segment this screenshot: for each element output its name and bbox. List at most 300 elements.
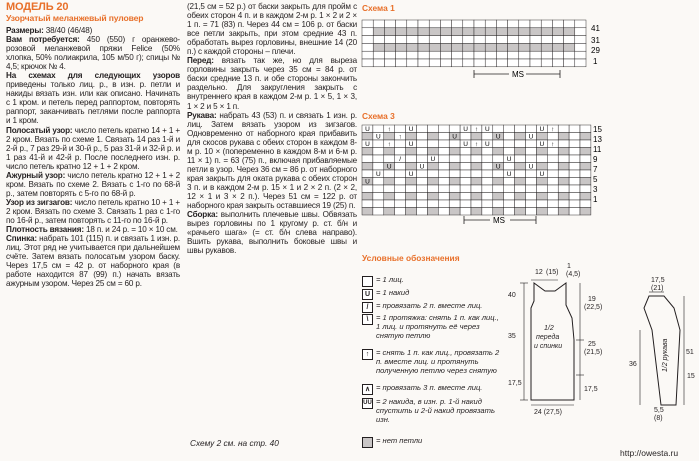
- chart-cell: [406, 200, 417, 208]
- chart-cell: [569, 148, 580, 156]
- chart-cell: [471, 185, 482, 193]
- chart-cell: [504, 148, 515, 156]
- chart-cell: [471, 133, 482, 141]
- chart-cell: [493, 193, 504, 201]
- chart-cell: [449, 148, 460, 156]
- chart-cell: [471, 178, 482, 186]
- striped-pattern-paragraph: Полосатый узор: число петель кратно 14 + 1 + 2 кром. Вязать по схеме 1. Связать 14 раз 1-й и 2-й р., 7 раз 29-й и 30-й р., 5 раз 31-й и 32-й р. и 1 раз 41-й и 42-й р. После последнего изн. р. число петель кратно 12 + 1 + 2 кром.: [6, 125, 180, 171]
- chart-cell: [396, 59, 407, 67]
- chart-cell: [547, 163, 558, 171]
- chart-cell: [463, 20, 474, 28]
- chart-cell: [438, 133, 449, 141]
- chart-cell: [569, 140, 580, 148]
- chart-cell: [526, 185, 537, 193]
- chart-cell: [536, 148, 547, 156]
- chart-cell: [362, 59, 373, 67]
- sleeve-bottom-width: 5,5: [654, 407, 664, 414]
- chart-cell: [493, 178, 504, 186]
- chart-cell: [519, 43, 530, 51]
- chart-cell: [396, 20, 407, 28]
- chart-cell: [496, 59, 507, 67]
- body-schematic: [531, 283, 574, 400]
- chart-cell: [427, 170, 438, 178]
- chart-cell: [496, 20, 507, 28]
- chart-cell: [515, 148, 526, 156]
- chart-cell: [547, 200, 558, 208]
- chart-cell: [407, 43, 418, 51]
- chart-symbol: U: [386, 163, 392, 171]
- chart-cell: [569, 133, 580, 141]
- chart-symbol: U: [539, 140, 545, 148]
- chart-cell: [547, 178, 558, 186]
- chart-cell: [471, 148, 482, 156]
- chart-cell: [440, 43, 451, 51]
- scheme-1-row-label: 29: [591, 46, 600, 55]
- chart-cell: [580, 170, 591, 178]
- body-top-width: 12: [535, 269, 543, 276]
- chart-cell: [552, 43, 563, 51]
- chart-cell: [526, 148, 537, 156]
- chart-symbol: U: [375, 133, 381, 141]
- body-lace-height-alt: (21,5): [584, 349, 603, 356]
- body-label-half: 1/2: [544, 325, 554, 332]
- chart-cell: [460, 178, 471, 186]
- chart-cell: [580, 200, 591, 208]
- chart-cell: [569, 193, 580, 201]
- chart-cell: [515, 178, 526, 186]
- chart-symbol: U: [506, 170, 512, 178]
- chart-symbol: U: [452, 133, 458, 141]
- chart-cell: [536, 178, 547, 186]
- chart-cell: [504, 200, 515, 208]
- chart-cell: [427, 200, 438, 208]
- chart-cell: [515, 163, 526, 171]
- chart-cell: [460, 193, 471, 201]
- chart-symbol: U: [408, 125, 414, 133]
- chart-cell: [384, 148, 395, 156]
- chart-cell: [526, 200, 537, 208]
- chart-cell: [362, 155, 373, 163]
- chart-cell: [504, 133, 515, 141]
- chart-cell: [438, 185, 449, 193]
- chart-cell: [449, 200, 460, 208]
- chart-cell: [427, 133, 438, 141]
- chart-cell: [569, 170, 580, 178]
- chart-cell: [508, 51, 519, 59]
- chart-cell: [438, 148, 449, 156]
- chart-cell: [575, 28, 586, 36]
- chart-cell: [504, 193, 515, 201]
- chart-cell: [384, 208, 395, 216]
- scheme-3-grid: [362, 125, 602, 215]
- chart-cell: [384, 185, 395, 193]
- chart-cell: [438, 178, 449, 186]
- sizes-paragraph: Размеры: 38/40 (46/48): [6, 26, 93, 35]
- chart-cell: [485, 59, 496, 67]
- chart-cell: [474, 28, 485, 36]
- chart-cell: [580, 148, 591, 156]
- chart-cell: [452, 28, 463, 36]
- sleeve-length-to-cap: 36: [629, 361, 637, 368]
- chart-cell: [564, 43, 575, 51]
- chart-cell: [362, 200, 373, 208]
- chart-cell: [558, 200, 569, 208]
- scheme-1-row-label: 31: [591, 36, 600, 45]
- chart-cell: [474, 51, 485, 59]
- chart-cell: [471, 193, 482, 201]
- chart-cell: [417, 148, 428, 156]
- sleeve-bottom-width-alt: (8): [654, 415, 663, 422]
- chart-cell: [547, 170, 558, 178]
- chart-cell: [418, 28, 429, 36]
- body-armhole-depth: 19: [588, 296, 596, 303]
- chart-cell: [530, 51, 541, 59]
- chart-cell: [438, 170, 449, 178]
- sleeve-label: 1/2 рукава: [662, 338, 669, 372]
- chart-cell: [460, 148, 471, 156]
- chart-symbol: U: [408, 140, 414, 148]
- scheme-1-ms-label: MS: [512, 70, 524, 79]
- chart-cell: [429, 28, 440, 36]
- chart-cell: [395, 140, 406, 148]
- chart-cell: [536, 185, 547, 193]
- body-top-width-alt: (15): [546, 269, 559, 276]
- chart-cell: [384, 20, 395, 28]
- chart-cell: [427, 163, 438, 171]
- chart-cell: [373, 163, 384, 171]
- body-basque-height-right: 17,5: [584, 386, 598, 393]
- chart-cell: [438, 155, 449, 163]
- chart-cell: [526, 125, 537, 133]
- front-paragraph: Перед: вязать так же, но для выреза горловины закрыть через 35 см = 84 р. от баски средние 13 п. и обе стороны закончить раздельно. Для закругления закрыть с внутреннего края в каждом 2-м р. 1 × 5, 1 × 3, 1 × 2 и 5 × 1 п.: [187, 56, 357, 111]
- chart-cell: [373, 28, 384, 36]
- chart-cell: [438, 163, 449, 171]
- chart-cell: [384, 133, 395, 141]
- chart-cell: [449, 155, 460, 163]
- chart-cell: [558, 193, 569, 201]
- chart-cell: [427, 148, 438, 156]
- chart-cell: [373, 178, 384, 186]
- chart-cell: [438, 200, 449, 208]
- body-length-to-neck: 35: [508, 333, 516, 340]
- chart-cell: [452, 20, 463, 28]
- chart-cell: [384, 170, 395, 178]
- scheme-2-reference: Схему 2 см. на стр. 40: [190, 438, 279, 448]
- chart-cell: [580, 178, 591, 186]
- chart-cell: [407, 51, 418, 59]
- chart-symbol: U: [408, 170, 414, 178]
- chart-symbol: U: [365, 125, 370, 133]
- chart-cell: [504, 163, 515, 171]
- chart-cell: [417, 125, 428, 133]
- chart-cell: [384, 28, 395, 36]
- chart-cell: [362, 28, 373, 36]
- chart-cell: [526, 170, 537, 178]
- chart-cell: [440, 36, 451, 44]
- chart-cell: [575, 51, 586, 59]
- chart-cell: [384, 59, 395, 67]
- chart-cell: [558, 140, 569, 148]
- scheme-1-row-label: 41: [591, 24, 600, 33]
- chart-cell: [558, 155, 569, 163]
- chart-cell: [452, 43, 463, 51]
- chart-cell: [427, 125, 438, 133]
- chart-cell: [482, 133, 493, 141]
- chart-cell: [395, 178, 406, 186]
- chart-cell: [463, 51, 474, 59]
- chart-cell: [547, 148, 558, 156]
- sleeve-top-alt: (21): [651, 285, 664, 292]
- chart-cell: [526, 155, 537, 163]
- chart-cell: [429, 36, 440, 44]
- chart-cell: [496, 36, 507, 44]
- chart-cell: [417, 200, 428, 208]
- chart-cell: [552, 36, 563, 44]
- chart-cell: [564, 59, 575, 67]
- chart-cell: [417, 208, 428, 216]
- chart-cell: [362, 185, 373, 193]
- chart-cell: [396, 36, 407, 44]
- chart-cell: [530, 36, 541, 44]
- chart-cell: [580, 133, 591, 141]
- chart-cell: [384, 178, 395, 186]
- chart-symbol: ↑: [387, 140, 391, 148]
- chart-cell: [427, 140, 438, 148]
- chart-cell: [482, 208, 493, 216]
- model-title: Узорчатый меланжевый пуловер: [6, 13, 144, 23]
- chart-cell: [482, 200, 493, 208]
- chart-cell: [395, 200, 406, 208]
- chart-cell: [471, 163, 482, 171]
- body-label-front: переда: [536, 334, 560, 341]
- chart-cell: [449, 193, 460, 201]
- chart-cell: [471, 208, 482, 216]
- sleeve-cuff-height: 15: [687, 373, 695, 380]
- chart-cell: [460, 163, 471, 171]
- chart-cell: [395, 125, 406, 133]
- chart-cell: [569, 200, 580, 208]
- chart-cell: [395, 170, 406, 178]
- scheme-3-row-label: 7: [593, 165, 598, 174]
- chart-cell: [482, 148, 493, 156]
- chart-symbol: U: [528, 163, 534, 171]
- chart-cell: [496, 51, 507, 59]
- chart-cell: [373, 59, 384, 67]
- chart-cell: [373, 148, 384, 156]
- chart-cell: [452, 51, 463, 59]
- chart-cell: [482, 193, 493, 201]
- chart-cell: [536, 133, 547, 141]
- chart-cell: [526, 178, 537, 186]
- chart-cell: [519, 51, 530, 59]
- chart-cell: [536, 155, 547, 163]
- chart-cell: [580, 163, 591, 171]
- chart-cell: [471, 170, 482, 178]
- chart-cell: [417, 193, 428, 201]
- chart-cell: [569, 125, 580, 133]
- chart-cell: [485, 28, 496, 36]
- chart-cell: [460, 155, 471, 163]
- body-total-length: 40: [508, 292, 516, 299]
- chart-cell: [530, 59, 541, 67]
- chart-cell: [474, 59, 485, 67]
- chart-cell: [373, 200, 384, 208]
- chart-cell: [530, 28, 541, 36]
- chart-cell: [463, 36, 474, 44]
- chart-cell: [429, 59, 440, 67]
- chart-cell: [558, 170, 569, 178]
- chart-cell: [504, 125, 515, 133]
- chart-cell: [536, 163, 547, 171]
- chart-cell: [396, 43, 407, 51]
- scheme-3-row-label: 15: [593, 125, 602, 134]
- chart-cell: [395, 185, 406, 193]
- chart-cell: [452, 59, 463, 67]
- chart-cell: [485, 20, 496, 28]
- chart-cell: [508, 59, 519, 67]
- scheme-3-title: Схема 3: [362, 111, 395, 121]
- chart-cell: [515, 170, 526, 178]
- chart-cell: [373, 43, 384, 51]
- chart-cell: [541, 43, 552, 51]
- chart-cell: [384, 200, 395, 208]
- chart-cell: [463, 28, 474, 36]
- chart-cell: [558, 148, 569, 156]
- chart-cell: [493, 140, 504, 148]
- chart-cell: [530, 20, 541, 28]
- chart-cell: [418, 20, 429, 28]
- chart-cell: [373, 20, 384, 28]
- chart-cell: [541, 28, 552, 36]
- chart-symbol: ↑: [398, 133, 402, 141]
- chart-cell: [526, 193, 537, 201]
- chart-symbol: U: [375, 170, 381, 178]
- chart-cell: [485, 36, 496, 44]
- chart-cell: [417, 170, 428, 178]
- watermark: http://owesta.ru: [620, 448, 679, 458]
- chart-cell: [552, 20, 563, 28]
- chart-cell: [569, 185, 580, 193]
- chart-cell: [504, 185, 515, 193]
- chart-cell: [373, 125, 384, 133]
- chart-cell: [449, 178, 460, 186]
- chart-cell: [438, 125, 449, 133]
- chart-cell: [558, 163, 569, 171]
- chart-cell: [406, 133, 417, 141]
- chart-symbol: U: [528, 133, 534, 141]
- body-neck-depth: 1: [567, 263, 571, 270]
- chart-symbol: U: [463, 140, 468, 148]
- chart-cell: [406, 185, 417, 193]
- chart-cell: [482, 185, 493, 193]
- chart-cell: [519, 59, 530, 67]
- chart-cell: [407, 36, 418, 44]
- chart-cell: [460, 133, 471, 141]
- chart-cell: [536, 200, 547, 208]
- chart-symbol: U: [506, 155, 512, 163]
- scheme-3-row-label: 5: [593, 175, 598, 184]
- chart-cell: [362, 133, 373, 141]
- scheme-3-row-label: 1: [593, 195, 598, 204]
- body-basque-height: 17,5: [508, 380, 522, 387]
- chart-cell: [547, 133, 558, 141]
- scheme-1-title: Схема 1: [362, 3, 395, 13]
- lace-pattern-paragraph: Ажурный узор: число петель кратно 12 + 1 + 2 кром. Вязать по схеме 2. Вязать с 1-го по 68-й р., затем повторять с 5-го по 68-й р.: [6, 170, 180, 198]
- chart-symbol: U: [430, 155, 436, 163]
- chart-cell: [541, 51, 552, 59]
- chart-cell: [564, 36, 575, 44]
- chart-cell: [429, 51, 440, 59]
- scheme-3-ms-label: MS: [493, 216, 505, 225]
- chart-cell: [452, 36, 463, 44]
- chart-cell: [569, 163, 580, 171]
- gauge-paragraph: Плотность вязания: 18 п. и 24 р. = 10 × 10 см.: [6, 225, 178, 235]
- chart-cell: [429, 43, 440, 51]
- body-label-back: и спинки: [534, 343, 563, 350]
- chart-cell: [580, 193, 591, 201]
- chart-cell: [440, 51, 451, 59]
- chart-cell: [482, 178, 493, 186]
- chart-cell: [580, 208, 591, 216]
- chart-cell: [536, 208, 547, 216]
- chart-cell: [395, 208, 406, 216]
- chart-cell: [362, 51, 373, 59]
- chart-cell: [406, 178, 417, 186]
- chart-cell: [519, 20, 530, 28]
- chart-cell: [395, 193, 406, 201]
- chart-cell: [508, 43, 519, 51]
- chart-cell: [471, 155, 482, 163]
- chart-cell: [471, 200, 482, 208]
- chart-symbol: U: [539, 125, 545, 133]
- chart-cell: [547, 193, 558, 201]
- chart-symbol: ↑: [474, 140, 479, 148]
- chart-cell: [429, 20, 440, 28]
- chart-cell: [417, 155, 428, 163]
- chart-cell: [482, 170, 493, 178]
- chart-cell: [552, 28, 563, 36]
- chart-cell: [427, 193, 438, 201]
- chart-cell: [373, 140, 384, 148]
- chart-cell: [496, 28, 507, 36]
- chart-cell: [384, 155, 395, 163]
- scheme-1-row-label: 1: [593, 57, 598, 66]
- body-width: 24 (27,5): [534, 409, 563, 416]
- chart-cell: [373, 193, 384, 201]
- chart-cell: [440, 28, 451, 36]
- chart-cell: [575, 59, 586, 67]
- chart-symbol: U: [484, 140, 490, 148]
- chart-cell: [417, 178, 428, 186]
- chart-symbol: ↑: [551, 125, 555, 133]
- chart-cell: [547, 155, 558, 163]
- chart-cell: [547, 208, 558, 216]
- chart-cell: [519, 28, 530, 36]
- chart-cell: [496, 43, 507, 51]
- chart-symbol: ↑: [551, 140, 555, 148]
- chart-cell: [417, 140, 428, 148]
- chart-cell: [575, 43, 586, 51]
- body-lace-height: 25: [588, 341, 596, 348]
- scheme-3-row-label: 11: [593, 145, 602, 154]
- chart-cell: [482, 155, 493, 163]
- chart-cell: [449, 163, 460, 171]
- model-number: МОДЕЛЬ 20: [6, 1, 69, 13]
- chart-cell: [552, 59, 563, 67]
- chart-cell: [558, 125, 569, 133]
- chart-cell: [396, 28, 407, 36]
- chart-cell: [569, 155, 580, 163]
